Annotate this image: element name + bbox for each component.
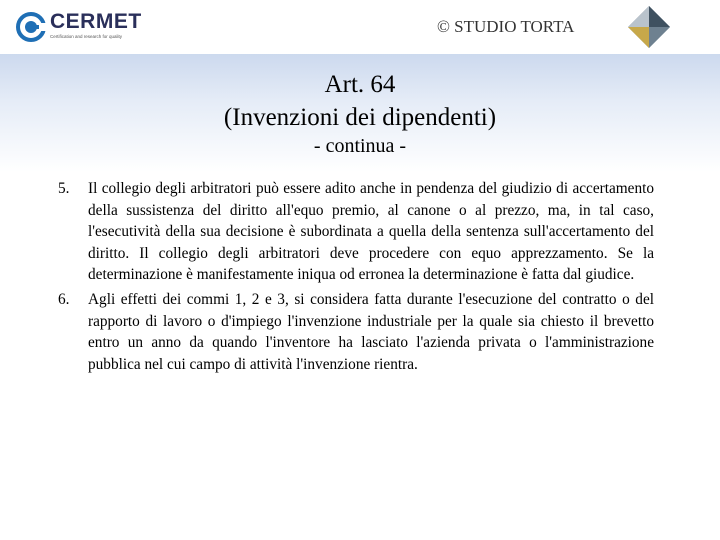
item-text: Agli effetti dei commi 1, 2 e 3, si considera fatta durante l'esecuzione del contratto o del rapporto di lavoro o d'impiego l'invenzione industriale per la quale sia chiesto il brevetto entro un anno da quando l'inventore ha lasciato l'azienda privata o l'amministrazione pubblica nel cui campo di attività l'invenzione rientra. [88, 290, 654, 373]
cermet-logo-icon [16, 12, 46, 42]
logo-wordmark: CERMET [50, 10, 142, 33]
title-line-1: Art. 64 [324, 71, 396, 98]
header [0, 0, 720, 54]
studio-label: © STUDIO TORTA [437, 17, 575, 36]
title-line-2: (Invenzioni dei dipendenti) [223, 104, 497, 131]
cermet-logo [16, 10, 142, 44]
list-item [56, 178, 654, 286]
item-number: 6. [58, 290, 70, 308]
slide-subtitle: - continua - [313, 135, 407, 157]
paragraph-list [56, 178, 654, 378]
studio-torta-diamond-icon [626, 4, 672, 50]
list-item [56, 289, 654, 375]
item-text: Il collegio degli arbitratori può essere adito anche in pendenza del giudizio di accertamento della sussistenza del diritto all'equo premio, al canone o al prezzo, ma, in tal caso, l'esecutività della sua decisione è subordinata a quella della sentenza sull'accertamento del diritto. Il collegio degli arbitratori deve procedere con equo apprezzamento. Se la determinazione è manifestamente iniqua od erronea la determinazione è fatta dal giudice. [88, 180, 654, 284]
slide-title [0, 68, 720, 134]
item-number: 5. [58, 180, 70, 197]
logo-tagline: Certification and research for quality [50, 34, 123, 39]
